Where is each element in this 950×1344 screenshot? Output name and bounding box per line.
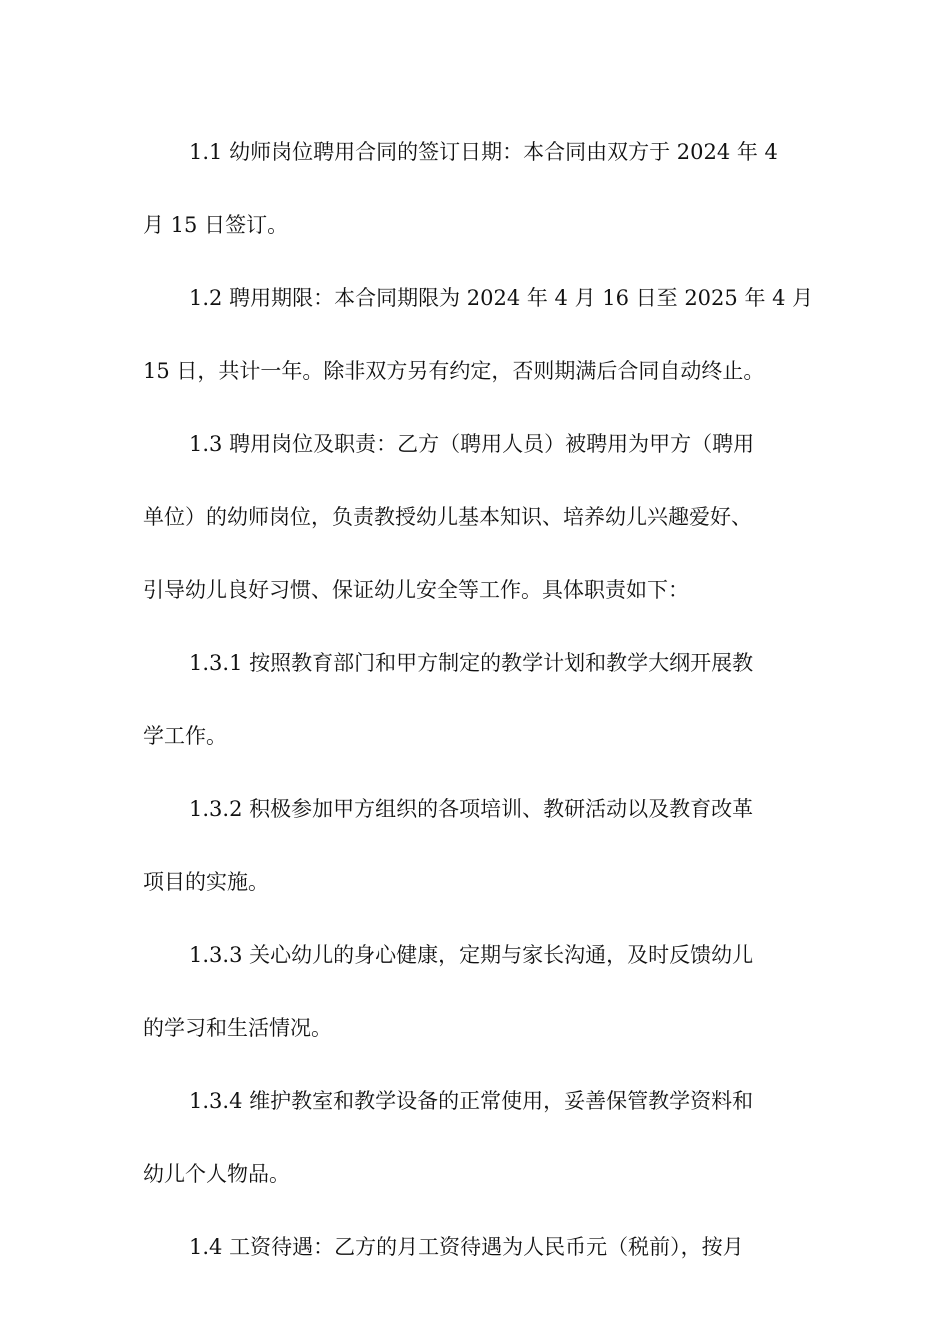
clause-1-1-line-1: 1.1 幼师岗位聘用合同的签订日期：本合同由双方于 2024 年 4 [189,140,778,164]
clause-1-3-4-line-1: 1.3.4 维护教室和教学设备的正常使用，妥善保管教学资料和 [189,1089,754,1113]
clause-1-3-line-2: 单位）的幼师岗位，负责教授幼儿基本知识、培养幼儿兴趣爱好、 [143,505,752,529]
clause-1-2-line-1: 1.2 聘用期限：本合同期限为 2024 年 4 月 16 日至 2025 年 4 月 [189,286,814,310]
clause-1-3-1-line-1: 1.3.1 按照教育部门和甲方制定的教学计划和教学大纲开展教 [189,651,754,675]
clause-1-3-line-3: 引导幼儿良好习惯、保证幼儿安全等工作。具体职责如下： [143,578,689,602]
clause-1-3-4-line-2: 幼儿个人物品。 [143,1162,290,1186]
clause-1-3-line-1: 1.3 聘用岗位及职责：乙方（聘用人员）被聘用为甲方（聘用 [189,432,755,456]
clause-1-4-line-1: 1.4 工资待遇：乙方的月工资待遇为人民币元（税前），按月 [189,1235,744,1259]
clause-1-3-1-line-2: 学工作。 [143,724,227,748]
clause-1-3-3-line-1: 1.3.3 关心幼儿的身心健康，定期与家长沟通，及时反馈幼儿 [189,943,754,967]
clause-1-1-line-2: 月 15 日签订。 [143,213,289,237]
clause-1-3-3-line-2: 的学习和生活情况。 [143,1016,332,1040]
clause-1-2-line-2: 15 日，共计一年。除非双方另有约定，否则期满后合同自动终止。 [143,359,765,383]
clause-1-3-2-line-2: 项目的实施。 [143,870,269,894]
document-body [143,133,814,1301]
clause-1-3-2-line-1: 1.3.2 积极参加甲方组织的各项培训、教研活动以及教育改革 [189,797,754,821]
